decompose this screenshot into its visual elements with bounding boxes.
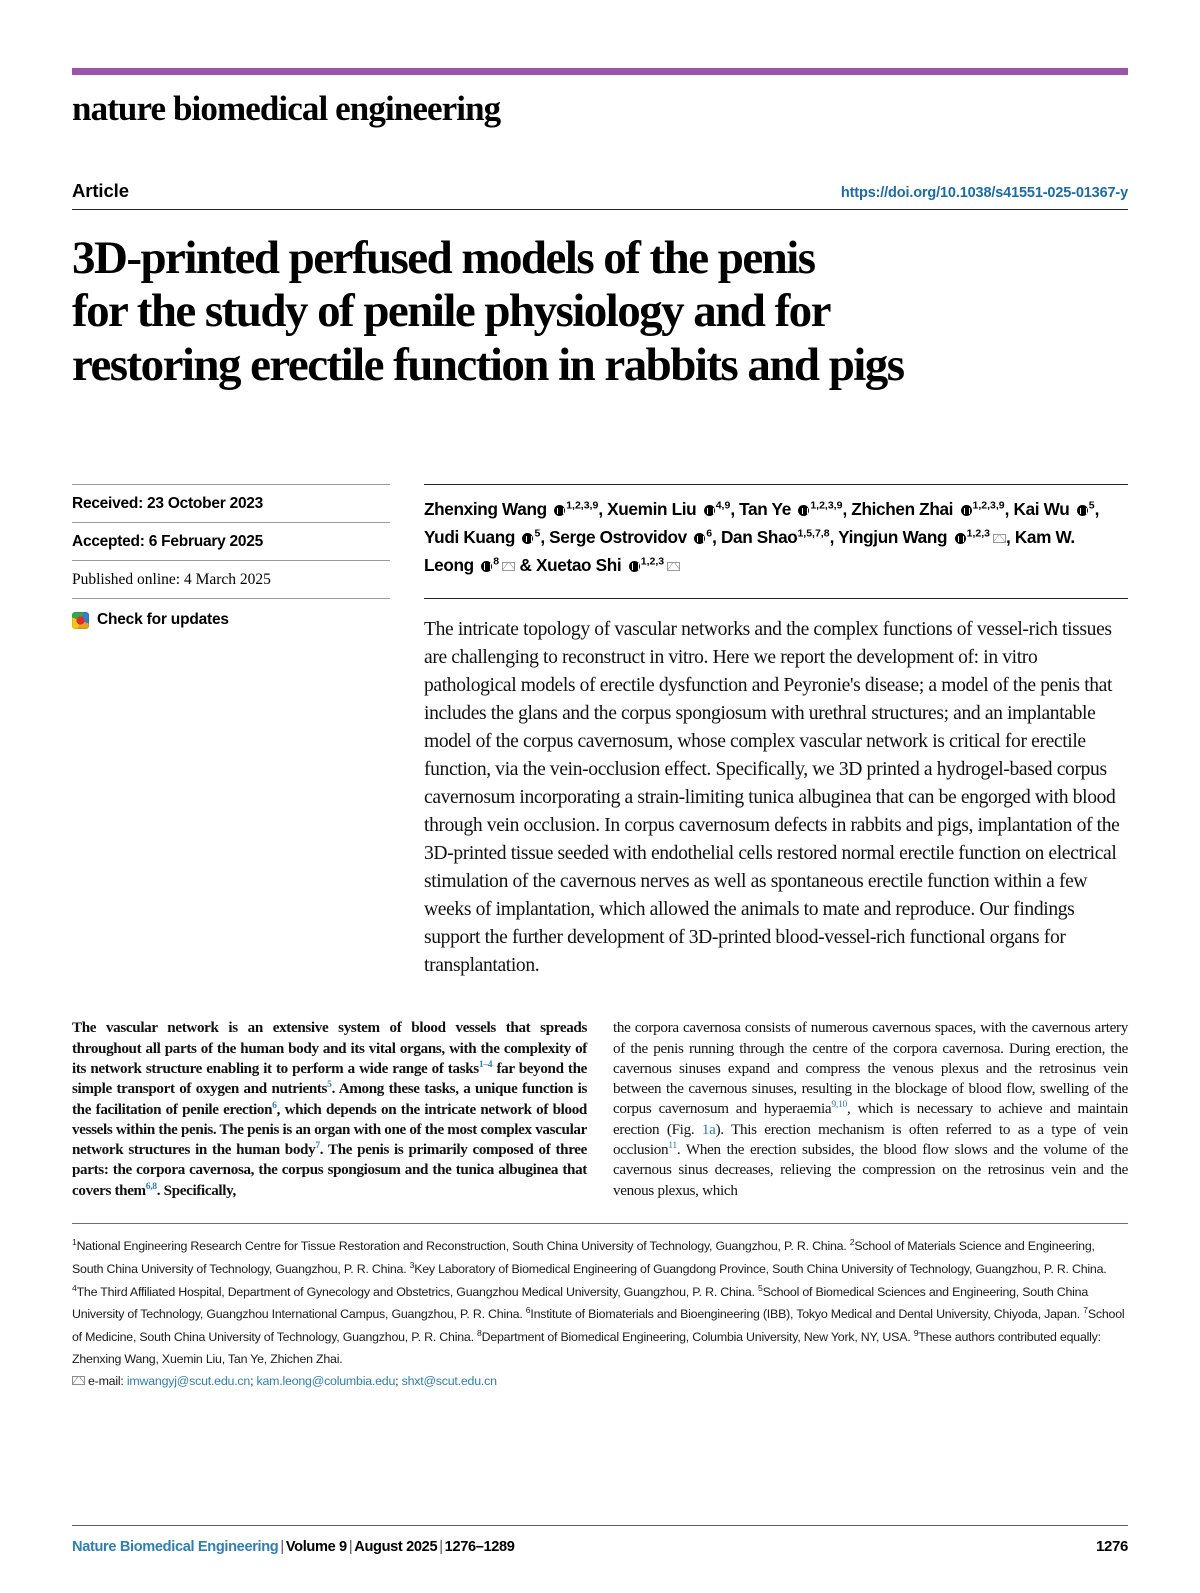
page-title (72, 232, 1128, 393)
meta-and-abstract-zone (72, 484, 1128, 980)
orcid-icon[interactable] (704, 505, 715, 516)
orcid-icon[interactable] (955, 533, 966, 544)
body-column-right: the corpora cavernosa consists of numerous cavernous spaces, with the cavernous artery of the penis running through the centre of the corpora cavernosa. During erection, the cavernous sinuses expand and compress the venous plexus and the retrosinus vein between the cavernous sinuses, resulting in the blockage of blood flow, swelling of the corpus cavernosum and hyperaemia$^{9,10}$, which is necessary to achieve and maintain erection (Fig. 1a). This erection mechanism is often referred to as a type of vein occlusion$^{11}$. When the erection subsides, the blood flow slows and the volume of the cavernous sinus decreases, relieving the compression on the retrosinus vein and the venous plexus, which (613, 1020, 1128, 1199)
body-column-left: The vascular network is an extensive system of blood vessels that spreads throughout all parts of the human body and its vital organs, with the complexity of its network structure enabling it to perform a wide range of tasks$^{1-4}$ far beyond the simple transport of oxygen and nutrients$^5$. Among these tasks, a unique function is the facilitation of penile erection$^6$, which depends on the intricate network of blood vessels within the penis. The penis is an organ with one of the most complex vascular network structures in the human body$^7$. The penis is primarily composed of three parts: the corpora cavernosa, the corpus spongiosum and the tunica albuginea that covers them$^{6,8}$. Specifically, (72, 1020, 587, 1199)
orcid-icon[interactable] (1077, 505, 1088, 516)
authors-and-abstract (410, 484, 1128, 980)
orcid-icon[interactable] (629, 561, 640, 572)
footer-citation (72, 1539, 515, 1555)
footer-journal-name[interactable]: Nature Biomedical Engineering (72, 1539, 279, 1555)
footer-sep-2: | (348, 1539, 353, 1555)
check-for-updates-button[interactable] (72, 598, 390, 638)
title-line-3: restoring erectile function in rabbits and pigs (72, 338, 904, 391)
correspondence-row: e-mail: imwangyj@scut.edu.cn; kam.leong@columbia.edu; shxt@scut.edu.cn (72, 1371, 1128, 1393)
email-icon (72, 1376, 85, 1385)
published-date: Published online: 4 March 2025 (72, 560, 390, 598)
email-link-1[interactable]: imwangyj@scut.edu.cn (126, 1374, 251, 1389)
email-link-3[interactable]: shxt@scut.edu.cn (401, 1374, 497, 1389)
abstract-text: The intricate topology of vascular networks and the complex functions of vessel-rich tissues are challenging to reconstruct in vitro. Here we report the development of: in vitro pathological models of erectile dysfunction and Peyronie's disease; a model of the penis that includes the glans and the corpus spongiosum with urethral structures; and an implantable model of the corpus cavernosum, whose complex vascular network is critical for erectile function, via the vein-occlusion effect. Specifically, we 3D printed a hydrogel-based corpus cavernosum incorporating a strain-limiting tunica albuginea that can be engorged with blood through vein occlusion. In corpus cavernosum defects in rabbits and pigs, implantation of the 3D-printed tissue seeded with endothelial cells restored normal erectile function on electrical stimulation of the cavernous nerves as well as spontaneous erectile function within a few weeks of implantation, which allowed the animals to mate and reproduce. Our findings support the further development of 3D-printed blood-vessel-rich functional organs for transplantation. (424, 598, 1128, 980)
doi-link[interactable]: https://doi.org/10.1038/s41551-025-01367-y (840, 184, 1128, 201)
email-label: e-mail: (88, 1374, 124, 1389)
journal-accent-bar (72, 68, 1128, 75)
footer-pages: 1276–1289 (444, 1539, 515, 1555)
author-list: Zhenxing Wang $^{1,2,3,9}$, Xuemin Liu $^{4,9}$, Tan Ye $^{1,2,3,9}$, Zhichen Zhai $^{1,2,3,9}$, Kai Wu $^5$, Yudi Kuang $^5$, Serge Ostrovidov $^6$, Dan Shao$^{1,5,7,8}$, Yingjun Wang $^{1,2,3}$ , Kam W. Leong $^8$ & Xuetao Shi $^{1,2,3}$ (424, 484, 1128, 580)
title-line-1: 3D-printed perfused models of the penis (72, 231, 815, 284)
received-date: Received: 23 October 2023 (72, 484, 390, 522)
title-line-2: for the study of penile physiology and for (72, 285, 830, 338)
email-link-2[interactable]: kam.leong@columbia.edu (256, 1374, 396, 1389)
page-footer (72, 1525, 1128, 1555)
email-icon[interactable] (502, 562, 515, 571)
article-type-label: Article (72, 179, 129, 201)
orcid-icon[interactable] (961, 505, 972, 516)
footer-volume: Volume 9 (285, 1539, 347, 1555)
affiliations-text: $^1$National Engineering Research Centre for Tissue Restoration and Reconstruction, South China University of Technology, Guangzhou, P. R. China. $^2$School of Materials Science and Engineering, South China University of Technology, Guangzhou, P. R. China. $^3$Key Laboratory of Biomedical Engineering of Guangdong Province, South China University of Technology, Guangzhou, P. R. China. $^4$The Third Affiliated Hospital, Department of Gynecology and Obstetrics, Guangzhou Medical University, Guangzhou, P. R. China. $^5$School of Biomedical Sciences and Engineering, South China University of Technology, Guangzhou International Campus, Guangzhou, P. R. China. $^6$Institute of Biomaterials and Bioengineering (IBB), Tokyo Medical and Dental University, Chiyoda, Japan. $^7$School of Medicine, South China University of Technology, Guangzhou, P. R. China. $^8$Department of Biomedical Engineering, Columbia University, New York, NY, USA. $^9$These authors contributed equally: Zhenxing Wang, Xuemin Liu, Tan Ye, Zhichen Zhai. (72, 1237, 1125, 1366)
body-columns (72, 1018, 1128, 1201)
header-divider (72, 209, 1128, 210)
footer-sep-1: | (280, 1539, 284, 1555)
orcid-icon[interactable] (481, 561, 492, 572)
footer-sep-3: | (439, 1539, 443, 1555)
email-icon[interactable] (667, 562, 680, 571)
email-icon[interactable] (993, 534, 1006, 543)
orcid-icon[interactable] (554, 505, 565, 516)
crossmark-icon (72, 612, 89, 629)
journal-name: nature biomedical engineering (72, 89, 501, 128)
affiliations-block (72, 1223, 1128, 1393)
footer-date: August 2025 (354, 1539, 438, 1555)
orcid-icon[interactable] (522, 533, 533, 544)
orcid-icon[interactable] (798, 505, 809, 516)
publication-history (72, 484, 410, 980)
page-number: 1276 (1096, 1538, 1128, 1555)
article-header-row (72, 180, 1128, 202)
orcid-icon[interactable] (694, 533, 705, 544)
check-for-updates-label: Check for updates (97, 611, 229, 629)
accepted-date: Accepted: 6 February 2025 (72, 522, 390, 560)
